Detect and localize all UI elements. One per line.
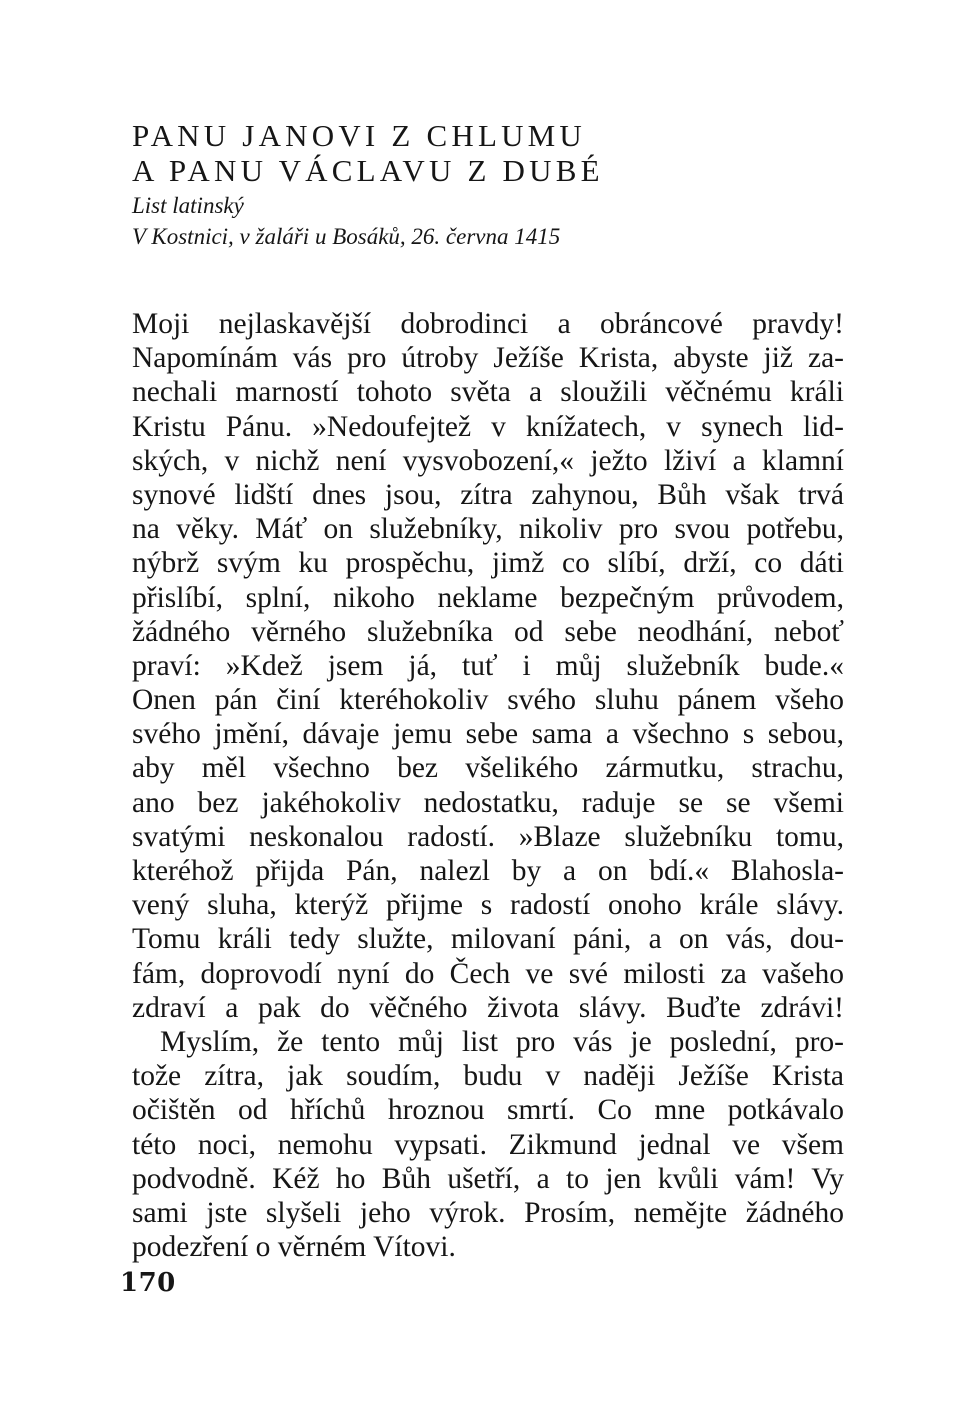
body-line: Onen pán činí kteréhokoliv svého sluhu pánem všeho — [132, 684, 844, 717]
body-line: vený sluha, kterýž přijme s radostí onoho krále slávy. — [132, 889, 844, 922]
body-line: kteréhož přijda Pán, nalezl by a on bdí.« Blahosla- — [132, 855, 844, 887]
body-line: Moji nejlaskavější dobrodinci a obráncové pravdy! — [132, 308, 844, 340]
body-line: synové lidští dnes jsou, zítra zahynou, Bůh však trvá — [132, 478, 844, 511]
body-line: ano bez jakéhokoliv nedostatku, raduje se se všemi — [132, 786, 844, 819]
body-line: praví: »Kdež jsem já, tuť i můj služebník bude.« — [132, 649, 844, 682]
body-line: podvodně. Kéž ho Bůh ušetří, a to jen kvůli vám! Vy — [132, 1162, 844, 1195]
body-line: podezření o věrném Vítovi. — [132, 1231, 456, 1264]
body-line: ských, v nichž není vysvobození,« ježto lživí a klamní — [132, 444, 844, 477]
subtitle-language: List latinský — [132, 193, 244, 218]
body-line: fám, doprovodí nyní do Čech ve své milosti za vašeho — [132, 957, 844, 990]
title-line-2: A PANU VÁCLAVU Z DUBÉ — [132, 153, 604, 188]
body-line: Tomu králi tedy služte, milovaní páni, a on vás, dou- — [132, 923, 844, 956]
letter-heading — [132, 118, 852, 252]
subtitle-place-date: V Kostnici, v žaláři u Bosáků, 26. června 1415 — [132, 224, 561, 249]
body-line: zdraví a pak do věčného života slávy. Buďte zdrávi! — [132, 991, 844, 1024]
body-line: svatými neskonalou radostí. »Blaze služebníku tomu, — [132, 820, 844, 853]
letter-body — [132, 307, 844, 1264]
body-line: aby měl všechno bez všelikého zármutku, strachu, — [132, 752, 844, 785]
body-line: žádného věrného služebníka od sebe neodhání, neboť — [132, 615, 844, 648]
body-line: nechali marností tohoto světa a sloužili věčnému králi — [132, 376, 844, 409]
body-line: přislíbí, splní, nikoho neklame bezpečným průvodem, — [132, 581, 844, 614]
body-line: svého jmění, dávaje jemu sebe sama a všechno s sebou, — [132, 718, 844, 751]
body-line: Kristu Pánu. »Nedoufejtež v knížatech, v synech lid- — [132, 410, 844, 443]
body-line: tože zítra, jak soudím, budu v naději Ježíše Krista — [132, 1060, 844, 1093]
body-line: Napomínám vás pro útroby Ježíše Krista, abyste již za- — [132, 342, 844, 375]
body-line: Myslím, že tento můj list pro vás je poslední, pro- — [160, 1025, 844, 1058]
body-line: na věky. Máť on služebníky, nikoliv pro svou potřebu, — [132, 513, 844, 546]
body-line: této noci, nemohu vypsati. Zikmund jednal ve všem — [132, 1128, 844, 1161]
body-line: nýbrž svým ku prospěchu, jimž co slíbí, drží, co dáti — [132, 547, 844, 580]
body-line: očištěn od hříchů hroznou smrtí. Co mne potkávalo — [132, 1094, 844, 1127]
page-number: 170 — [120, 1268, 176, 1298]
title-line-1: PANU JANOVI Z CHLUMU — [132, 118, 587, 153]
body-line: sami jste slyšeli jeho výrok. Prosím, nemějte žádného — [132, 1196, 844, 1229]
